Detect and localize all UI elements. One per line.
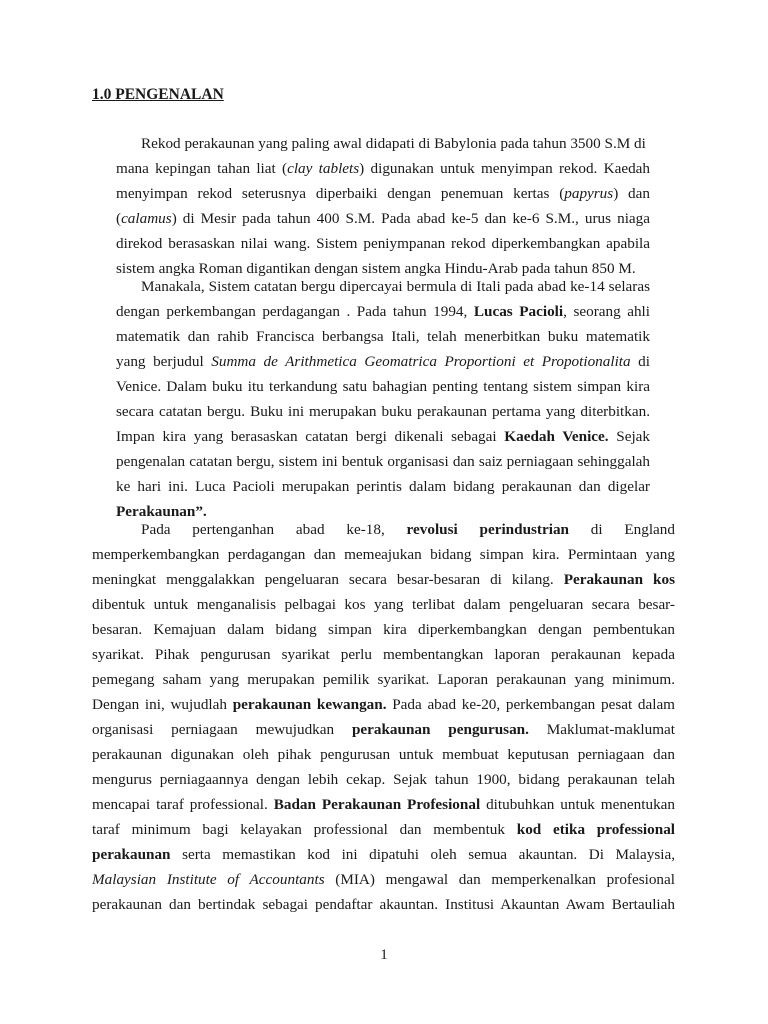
- text-line: sistem angka Roman digantikan dengan sistem angka Hindu-Arab pada tahun 850 M.: [116, 260, 636, 277]
- text-line: meningkat menggalakkan pengeluaran secara besar-besaran di kilang. Perakaunan kos: [92, 571, 675, 588]
- section-heading: 1.0 PENGENALAN: [92, 86, 224, 103]
- text-line: Perakaunan”.: [116, 503, 207, 520]
- text-line: ke hari ini. Luca Pacioli merupakan perintis dalam bidang perakaunan dan digelar: [116, 478, 650, 495]
- text-line: Impan kira yang berasaskan catatan bergi dikenali sebagai Kaedah Venice. Sejak: [116, 428, 650, 445]
- text-line: Pada pertenganhan abad ke-18, revolusi perindustrian di England: [141, 521, 675, 538]
- text-line: Dengan ini, wujudlah perakaunan kewangan. Pada abad ke-20, perkembangan pesat dalam: [92, 696, 675, 713]
- text-line: dibentuk untuk menganalisis pelbagai kos yang terlibat dalam pengeluaran secara besar-: [92, 596, 675, 613]
- text-line: menyimpan rekod seterusnya diperbaiki dengan penemuan kertas (papyrus) dan: [116, 185, 650, 202]
- text-line: Malaysian Institute of Accountants (MIA) mengawal dan memperkenalkan profesional: [92, 871, 675, 888]
- text-line: direkod berasaskan nilai wang. Sistem peniympanan rekod diperkembangkan apabila: [116, 235, 650, 252]
- text-line: syarikat. Pihak pengurusan syarikat perlu membentangkan laporan perakaunan kepada: [92, 646, 675, 663]
- text-line: pemegang saham yang merupakan pemilik syarikat. Laporan perakaunan yang minimum.: [92, 671, 675, 688]
- text-line: matematik dan rahib Francisca berbangsa Itali, telah menerbitkan buku matematik: [116, 328, 650, 345]
- text-line: pengenalan catatan bergu, sistem ini bentuk organisasi dan saiz perniagaan sehinggalah: [116, 453, 650, 470]
- text-line: Manakala, Sistem catatan bergu dipercayai bermula di Itali pada abad ke-14 selaras: [141, 278, 650, 295]
- text-line: perakaunan digunakan oleh pihak pengurusan untuk membuat keputusan perniagaan dan: [92, 746, 675, 763]
- text-line: mana kepingan tahan liat (clay tablets) digunakan untuk menyimpan rekod. Kaedah: [116, 160, 650, 177]
- text-line: Venice. Dalam buku itu terkandung satu bahagian penting tentang sistem simpan kira: [116, 378, 650, 395]
- text-line: perakaunan dan bertindak sebagai pendaftar akauntan. Institusi Akauntan Awam Bertauliah: [92, 896, 675, 913]
- text-line: organisasi perniagaan mewujudkan perakaunan pengurusan. Maklumat-maklumat: [92, 721, 675, 738]
- text-line: memperkembangkan perdagangan dan memeajukan bidang simpan kira. Permintaan yang: [92, 546, 675, 563]
- text-line: (calamus) di Mesir pada tahun 400 S.M. Pada abad ke-5 dan ke-6 S.M., urus niaga: [116, 210, 650, 227]
- text-line: secara catatan bergu. Buku ini merupakan buku perakaunan pertama yang diterbitkan.: [116, 403, 650, 420]
- text-line: taraf minimum bagi kelayakan professional dan membentuk kod etika professional: [92, 821, 675, 838]
- text-line: besaran. Kemajuan dalam bidang simpan kira diperkembangkan dengan pembentukan: [92, 621, 675, 638]
- text-line: mencapai taraf professional. Badan Perakaunan Profesional ditubuhkan untuk menentukan: [92, 796, 675, 813]
- text-line: mengurus perniagaannya dengan lebih cekap. Sejak tahun 1900, bidang perakaunan telah: [92, 771, 675, 788]
- text-line: Rekod perakaunan yang paling awal didapati di Babylonia pada tahun 3500 S.M di: [141, 135, 646, 152]
- text-line: yang berjudul Summa de Arithmetica Geomatrica Proportioni et Propotionalita di: [116, 353, 650, 370]
- text-line: perakaunan serta memastikan kod ini dipatuhi oleh semua akauntan. Di Malaysia,: [92, 846, 675, 863]
- page-number: 1: [380, 947, 388, 963]
- text-line: dengan perkembangan perdagangan . Pada tahun 1994, Lucas Pacioli, seorang ahli: [116, 303, 650, 320]
